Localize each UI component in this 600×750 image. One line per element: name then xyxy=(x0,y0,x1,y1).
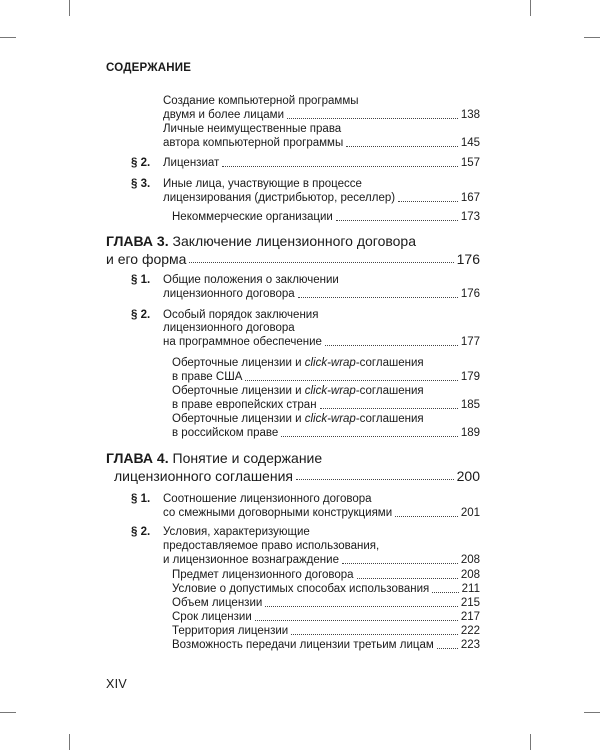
leader-dots xyxy=(222,166,458,167)
page-number: 215 xyxy=(460,597,480,609)
toc-entry-text xyxy=(172,385,424,398)
section-number: § 2. xyxy=(131,309,151,321)
leader-dots xyxy=(281,436,458,437)
leader-dots xyxy=(298,297,458,298)
toc-entry xyxy=(163,336,480,349)
chapter-heading xyxy=(106,450,322,466)
toc-entry xyxy=(106,251,480,267)
toc-entry xyxy=(163,507,480,520)
toc-entry-text xyxy=(172,357,424,370)
chapter-title: Заключение лицензионного договора xyxy=(172,233,417,249)
toc-entry xyxy=(172,399,480,412)
text-part: click-wrap xyxy=(304,413,356,425)
leader-dots xyxy=(291,634,458,635)
section-number: § 2. xyxy=(131,526,151,538)
toc-entry xyxy=(163,554,480,567)
toc-entry-text: на программное обеспечение xyxy=(163,336,322,348)
leader-dots xyxy=(320,408,458,409)
page-number: 157 xyxy=(460,157,480,169)
leader-dots xyxy=(395,516,458,517)
toc-entry-text: автора компьютерной программы xyxy=(163,137,344,149)
toc-entry-text xyxy=(172,413,424,426)
crop-mark xyxy=(530,734,531,750)
crop-mark xyxy=(69,734,70,750)
toc-entry xyxy=(163,109,480,122)
chapter-label: ГЛАВА 4. xyxy=(106,450,169,466)
text-part: Оберточные лицензии и xyxy=(172,385,305,397)
crop-mark xyxy=(69,0,70,16)
toc-entry-text: в праве европейских стран xyxy=(172,399,317,411)
toc-entry-text: лицензионного договора xyxy=(163,288,295,300)
toc-entry-text: Территория лицензии xyxy=(172,625,289,637)
leader-dots xyxy=(325,345,458,346)
toc-entry-text: в российском праве xyxy=(172,427,279,439)
toc-entry-text: Иные лица, участвующие в процессе xyxy=(163,178,362,190)
leader-dots xyxy=(342,563,458,564)
text-part: Оберточные лицензии и xyxy=(172,413,305,425)
toc-entry xyxy=(163,157,480,170)
leader-dots xyxy=(432,592,458,593)
leader-dots xyxy=(296,479,454,480)
text-part: click-wrap xyxy=(304,357,356,369)
crop-mark xyxy=(584,712,600,713)
page-number: 185 xyxy=(460,399,480,411)
toc-entry-text: лицензирования (дистрибьютор, реселлер) xyxy=(163,192,396,204)
section-number: § 3. xyxy=(131,178,151,190)
section-number: § 1. xyxy=(131,493,151,505)
toc-entry xyxy=(172,639,480,652)
toc-entry-text: Общие положения о заключении xyxy=(163,274,339,286)
page-number: 138 xyxy=(460,109,480,121)
toc-entry xyxy=(172,569,480,582)
toc-entry-text: Особый порядок заключения xyxy=(163,309,319,321)
leader-dots xyxy=(346,146,458,147)
toc-entry-text: лицензионного соглашения xyxy=(114,468,293,484)
toc-entry xyxy=(172,625,480,638)
page-number: 208 xyxy=(460,569,480,581)
toc-entry-text: Личные неимущественные права xyxy=(163,123,342,135)
toc-entry-text: со смежными договорными конструкциями xyxy=(163,507,393,519)
text-part: -соглашения xyxy=(355,385,424,397)
page-number: 211 xyxy=(461,583,480,595)
leader-dots xyxy=(357,578,458,579)
toc-entry xyxy=(172,583,480,596)
page-folio: XIV xyxy=(106,677,128,691)
running-header: СОДЕРЖАНИЕ xyxy=(106,62,192,74)
crop-mark xyxy=(584,37,600,38)
leader-dots xyxy=(398,201,458,202)
crop-mark xyxy=(0,37,16,38)
page-number: 179 xyxy=(460,371,480,383)
toc-entry-text: Условие о допустимых способах использования xyxy=(172,583,430,595)
page-number: 208 xyxy=(460,554,480,566)
text-part: -соглашения xyxy=(355,413,424,425)
chapter-title: Понятие и содержание xyxy=(172,450,323,466)
toc-entry xyxy=(163,192,480,205)
toc-entry-text: Некоммерческие организации xyxy=(172,211,333,223)
leader-dots xyxy=(336,220,458,221)
leader-dots xyxy=(287,118,458,119)
toc-entry xyxy=(163,288,480,301)
chapter-label: ГЛАВА 3. xyxy=(106,233,169,249)
page-number: 222 xyxy=(460,625,480,637)
text-part: -соглашения xyxy=(355,357,424,369)
toc-entry xyxy=(172,371,480,384)
toc-entry-text: двумя и более лицами xyxy=(163,109,285,121)
section-number: § 2. xyxy=(131,157,151,169)
leader-dots xyxy=(437,648,458,649)
page-number: 177 xyxy=(460,336,480,348)
toc-entry xyxy=(172,427,480,440)
toc-entry xyxy=(114,468,480,484)
page-number: 223 xyxy=(460,639,480,651)
page-number: 167 xyxy=(460,192,480,204)
crop-mark xyxy=(0,712,16,713)
toc-entry xyxy=(172,211,480,224)
toc-entry-text: Условия, характеризующие xyxy=(163,526,310,538)
page-number: 176 xyxy=(456,251,480,267)
page-number: 201 xyxy=(460,507,480,519)
leader-dots xyxy=(189,262,453,263)
toc-entry-text: и его форма xyxy=(106,251,187,267)
chapter-heading xyxy=(106,233,416,249)
toc-entry-text: Соотношение лицензионного договора xyxy=(163,493,372,505)
page-number: 200 xyxy=(456,468,480,484)
toc-entry-text: Возможность передачи лицензии третьим лицам xyxy=(172,639,434,651)
toc-entry-text: Срок лицензии xyxy=(172,611,252,623)
toc-entry-text: в праве США xyxy=(172,371,243,383)
toc-entry xyxy=(172,597,480,610)
leader-dots xyxy=(265,606,458,607)
page-number: 145 xyxy=(460,137,480,149)
toc-entry-text: предоставляемое право использования, xyxy=(163,540,380,552)
toc-entry xyxy=(163,137,480,150)
crop-mark xyxy=(530,0,531,16)
toc-entry xyxy=(172,611,480,624)
toc-entry-text: Лицензиат xyxy=(163,157,220,169)
text-part: Оберточные лицензии и xyxy=(172,357,305,369)
toc-entry-text: лицензионного договора xyxy=(163,322,295,334)
page-number: 173 xyxy=(460,211,480,223)
page-number: 176 xyxy=(460,288,480,300)
page-number: 217 xyxy=(460,611,480,623)
toc-entry-text: Создание компьютерной программы xyxy=(163,95,359,107)
text-part: click-wrap xyxy=(304,385,356,397)
toc-entry-text: Объем лицензии xyxy=(172,597,263,609)
leader-dots xyxy=(255,620,458,621)
page-number: 189 xyxy=(460,427,480,439)
leader-dots xyxy=(245,380,457,381)
toc-entry-text: Предмет лицензионного договора xyxy=(172,569,354,581)
section-number: § 1. xyxy=(131,274,151,286)
toc-entry-text: и лицензионное вознаграждение xyxy=(163,554,339,566)
